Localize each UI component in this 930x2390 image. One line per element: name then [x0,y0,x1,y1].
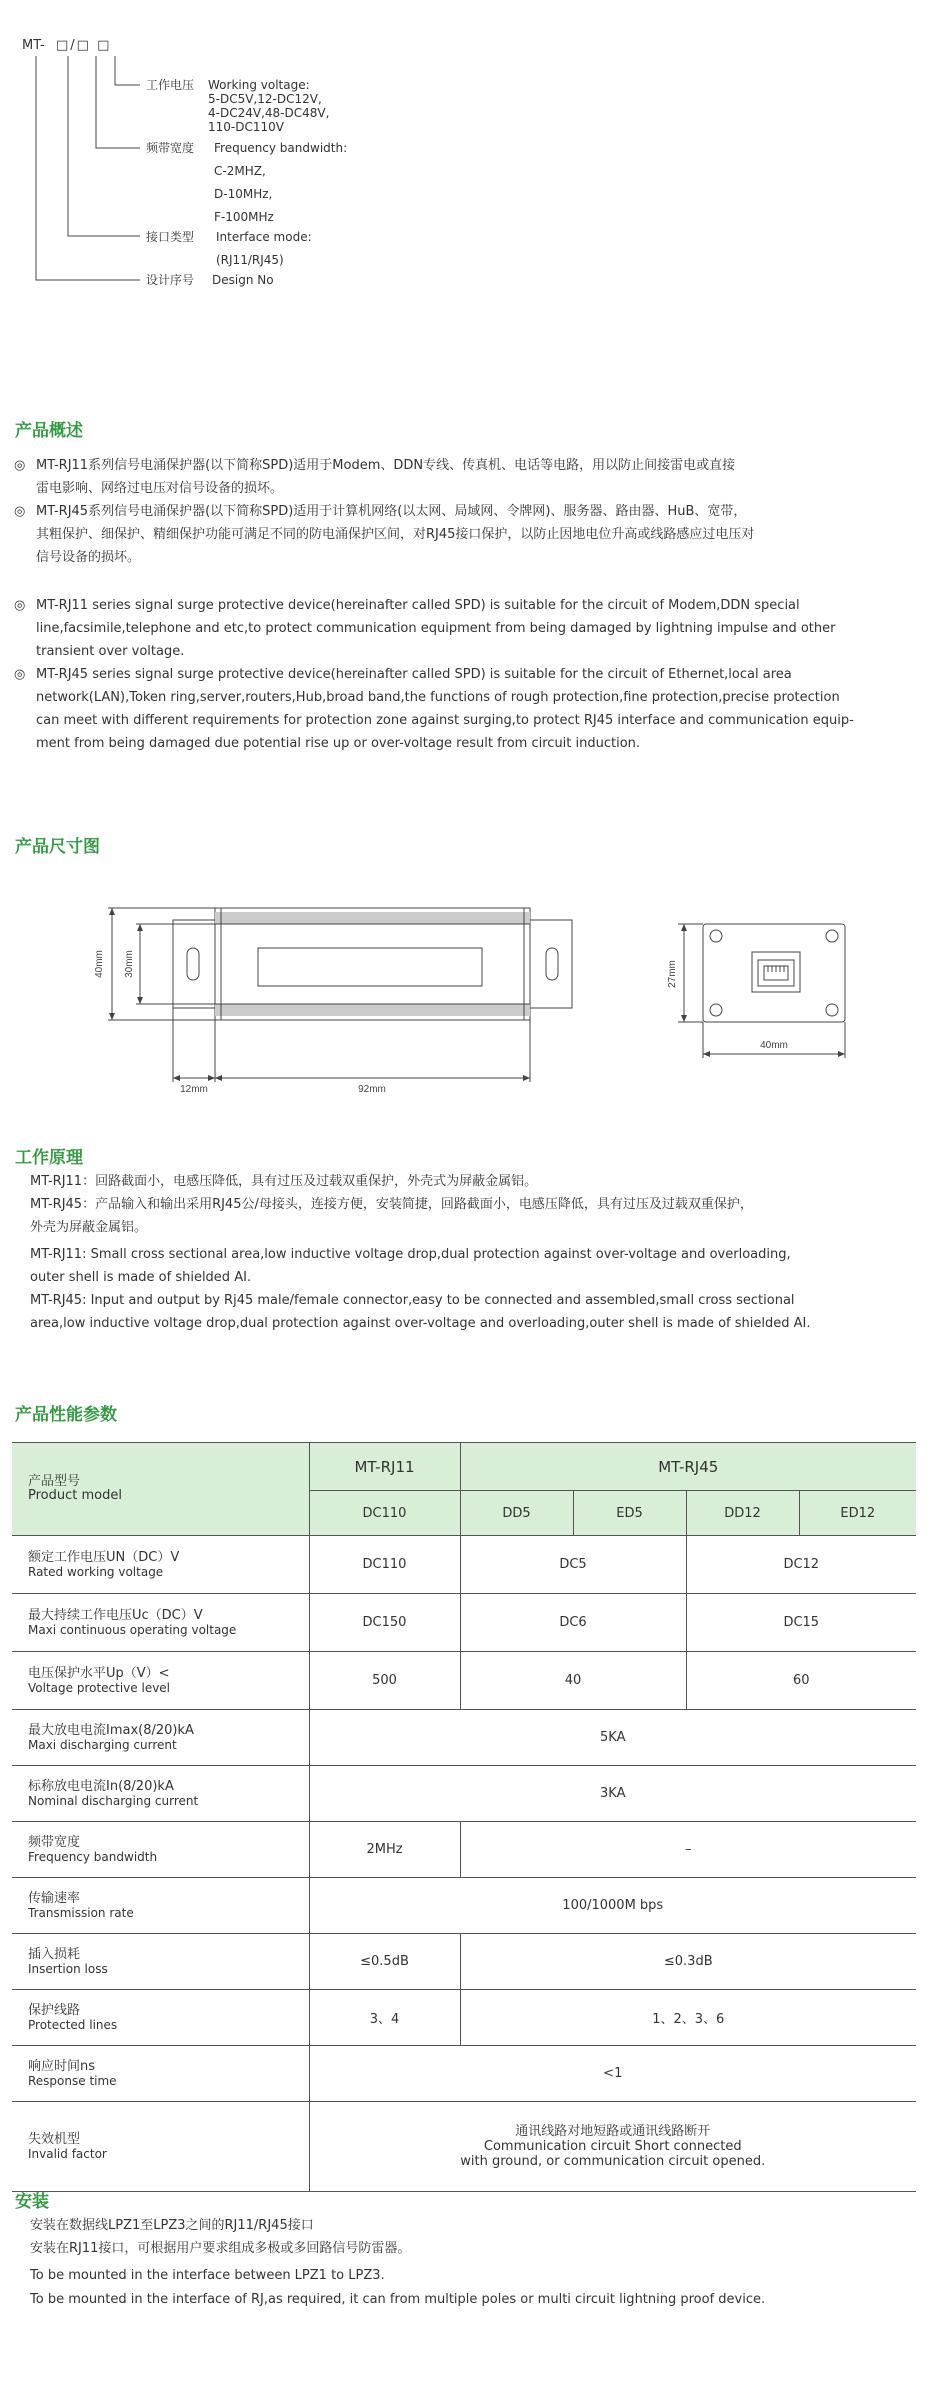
principle-line: MT-RJ11：回路截面小，电感压降低，具有过压及过载双重保护，外壳式为屏蔽金属铝。 [30,1174,538,1189]
code-item-bandwidth-cn: 频带宽度 [146,141,195,155]
dim-label-27: 27mm [667,960,678,988]
row-label: 频带宽度 Frequency bandwidth [12,1822,309,1878]
row-label: 最大持续工作电压Uc（DC）V Maxi continuous operating voltage [12,1594,309,1652]
code-item-bandwidth-value: C-2MHZ, [214,164,266,178]
principle-line: outer shell is made of shielded AI. [30,1270,252,1285]
row-label: 最大放电电流Imax(8/20)kA Maxi discharging current [12,1710,309,1766]
subheader-cell: ED12 [799,1491,916,1536]
params-title: 产品性能参数 [15,1405,117,1425]
table-cell: 60 [686,1652,916,1710]
table-cell: DC110 [309,1536,460,1594]
table-row [12,1766,916,1822]
overview-cn-paragraph: ◎ MT-RJ45系列信号电涌保护器(以下简称SPD)适用于计算机网络(以太网、局域网、令牌网)、服务器、路由器、HuB、宽带， 其粗保护、细保护、精细保护功能可满足不同的防电涌保护区间，对RJ45接口保护，以防止因地电位升高或线路感应过电压对 信号设备的损坏。 [14,500,914,569]
table-row [12,1652,916,1710]
row-label: 电压保护水平Up（V）< Voltage protective level [12,1652,309,1710]
dimensions-title: 产品尺寸图 [15,837,100,857]
header-rj45: MT-RJ45 [460,1443,916,1491]
table-cell: ≤0.5dB [309,1934,460,1990]
code-item-voltage-cn: 工作电压 [146,78,195,92]
table-cell: DC150 [309,1594,460,1652]
row-label: 保护线路 Protected lines [12,1990,309,2046]
table-cell: – [460,1822,916,1878]
dim-label-40: 40mm [94,950,105,978]
code-item-interface-value: (RJ11/RJ45) [216,253,284,267]
table-row [12,1536,916,1594]
table-cell: DC5 [460,1536,686,1594]
bullet-icon: ◎ [14,504,26,519]
overview-en-paragraph: ◎ MT-RJ11 series signal surge protective device(hereinafter called SPD) is suitable for the circuit of Modem,DDN special line,facsimile,telephone and etc,to protect communication equipment from being damaged by lightning impulse and other transient over voltage. [14,594,914,663]
table-cell: 3KA [309,1766,916,1822]
subheader-cell: DD12 [686,1491,799,1536]
params-table [12,1442,916,2192]
table-row [12,1878,916,1934]
subheader-cell: ED5 [573,1491,686,1536]
overview-cn-text [14,454,914,569]
front-view-device [703,924,845,1022]
table-cell: 5KA [309,1710,916,1766]
table-cell: DC12 [686,1536,916,1594]
principle-title: 工作原理 [15,1148,83,1168]
principle-line: 外壳为屏蔽金属铝。 [30,1220,148,1235]
table-row [12,1934,916,1990]
header-rj11: MT-RJ11 [309,1443,460,1491]
dim-label-12: 12mm [180,1084,208,1095]
dim-label-30: 30mm [124,950,135,978]
table-row [12,1990,916,2046]
overview-cn-paragraph: ◎ MT-RJ11系列信号电涌保护器(以下简称SPD)适用于Modem、DDN专线、传真机、电话等电路，用以防止间接雷电或直接 雷电影响、网络过电压对信号设备的损坏。 [14,454,914,500]
overview-en-paragraph: ◎ MT-RJ45 series signal surge protective device(hereinafter called SPD) is suitable for the circuit of Ethernet,local area network(LAN),Token ring,server,routers,Hub,broad band,the functions of rough protection,fine protection,precise protection can meet with different requirements for protection zone against surging,to protect RJ45 interface and communication equip- ment from being damaged due potential rise up or over-voltage result from circuit induction. [14,663,914,755]
table-cell: 2MHz [309,1822,460,1878]
bullet-icon: ◎ [14,458,26,473]
code-item-interface-en: Interface mode: [216,230,312,244]
table-cell: 3、4 [309,1990,460,2046]
table-cell: ≤0.3dB [460,1934,916,1990]
table-cell: DC15 [686,1594,916,1652]
code-item-design-cn: 设计序号 [146,273,195,287]
side-view-device [173,908,572,1020]
code-item-bandwidth-en: Frequency bandwidth: [214,141,348,155]
code-item-interface-cn: 接口类型 [146,230,195,244]
table-cell: 100/1000M bps [309,1878,916,1934]
install-line: To be mounted in the interface of RJ,as required, it can from multiple poles or multi circuit lightning proof device. [30,2292,766,2307]
table-row [12,2102,916,2192]
model-code-boxes: □/□ □ [56,38,112,53]
table-row [12,1594,916,1652]
code-item-bandwidth-value: D-10MHz, [214,187,273,201]
bullet-icon: ◎ [14,667,26,682]
row-label: 标称放电电流In(8/20)kA Nominal discharging current [12,1766,309,1822]
table-cell: 1、2、3、6 [460,1990,916,2046]
overview-title: 产品概述 [15,421,83,441]
overview-en-text [14,594,914,755]
row-label: 额定工作电压UN（DC）V Rated working voltage [12,1536,309,1594]
table-header-row [12,1443,916,1491]
code-item-voltage-value: 110-DC110V [208,120,284,134]
subheader-cell: DC110 [309,1491,460,1536]
row-label: 传输速率 Transmission rate [12,1878,309,1934]
table-cell: 通讯线路对地短路或通讯线路断开 Communication circuit Short connected with ground, or communication circuit opened. [309,2102,916,2192]
install-line: 安装在RJ11接口，可根据用户要求组成多极或多回路信号防雷器。 [30,2241,411,2256]
side-view-dimension-lines [108,908,530,1082]
model-code-prefix: MT- [22,38,45,53]
table-row [12,2046,916,2102]
install-line: To be mounted in the interface between LPZ1 to LPZ3. [30,2268,385,2283]
table-cell: DC6 [460,1594,686,1652]
principle-line: area,low inductive voltage drop,dual protection against over-voltage and overloading,outer shell is made of shielded AI. [30,1316,811,1331]
subheader-cell: DD5 [460,1491,573,1536]
code-item-bandwidth-value: F-100MHz [214,210,274,224]
table-row [12,1822,916,1878]
install-title: 安装 [15,2192,49,2212]
dimension-drawing [0,890,930,1110]
bullet-icon: ◎ [14,598,26,613]
dim-label-92: 92mm [358,1084,386,1095]
side-view-arrows [109,908,530,1081]
table-row [12,1710,916,1766]
code-item-voltage-value: 5-DC5V,12-DC12V, [208,92,322,106]
header-model-cell: 产品型号 Product model [12,1443,309,1536]
principle-line: MT-RJ45：产品输入和输出采用RJ45公/母接头，连接方便，安装简捷，回路截面小，电感压降低，具有过压及过载双重保护， [30,1197,753,1212]
table-cell: 40 [460,1652,686,1710]
dim-label-front-40: 40mm [760,1040,788,1051]
row-label: 失效机型 Invalid factor [12,2102,309,2192]
table-cell: <1 [309,2046,916,2102]
code-item-design-en: Design No [212,273,274,287]
row-label: 插入损耗 Insertion loss [12,1934,309,1990]
principle-line: MT-RJ11: Small cross sectional area,low inductive voltage drop,dual protection against over-voltage and overloading, [30,1247,791,1262]
code-item-voltage-en: Working voltage: [208,78,310,92]
row-label: 响应时间ns Response time [12,2046,309,2102]
code-item-voltage-value: 4-DC24V,48-DC48V, [208,106,330,120]
table-cell: 500 [309,1652,460,1710]
install-line: 安装在数据线LPZ1至LPZ3之间的RJ11/RJ45接口 [30,2218,314,2233]
principle-line: MT-RJ45: Input and output by Rj45 male/female connector,easy to be connected and assembled,small cross sectional [30,1293,795,1308]
